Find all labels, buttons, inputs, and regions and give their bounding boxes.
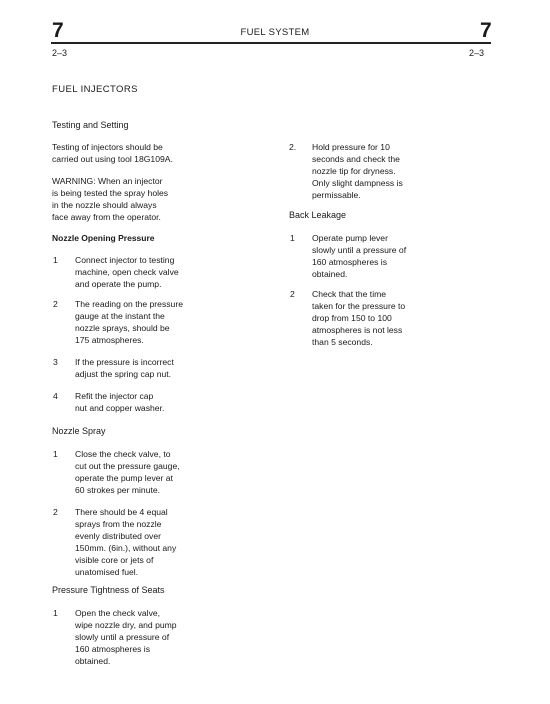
text-line: WARNING: When an injector — [52, 176, 163, 186]
text-line: There should be 4 equal — [75, 507, 168, 517]
text-line: evenly distributed over — [75, 531, 161, 541]
list-item-number: 2 — [53, 507, 58, 517]
list-item-number: 3 — [53, 357, 58, 367]
header-rule — [51, 42, 491, 44]
text-line: nozzle sprays, should be — [75, 323, 170, 333]
list-item — [75, 506, 176, 578]
list-item-number: 2 — [290, 289, 295, 299]
list-item — [75, 607, 177, 667]
text-line: 160 atmospheres is — [75, 644, 150, 654]
text-line: obtained. — [312, 269, 348, 279]
text-line: slowly until a pressure of — [312, 245, 407, 255]
text-line: 175 atmospheres. — [75, 335, 144, 345]
text-line: nozzle tip for dryness. — [312, 166, 396, 176]
list-item-number: 4 — [53, 391, 58, 401]
section-heading-back-leakage: Back Leakage — [289, 210, 347, 220]
text-line: atmospheres is not less — [312, 325, 403, 335]
text-line: than 5 seconds. — [312, 337, 373, 347]
list-item — [75, 356, 174, 380]
list-item — [75, 254, 179, 290]
list-item-number: 1 — [290, 233, 295, 243]
text-line: seconds and check the — [312, 154, 400, 164]
text-line: 60 strokes per minute. — [75, 485, 161, 495]
text-line: Hold pressure for 10 — [312, 142, 390, 152]
section-number-left: 2–3 — [52, 48, 68, 58]
chapter-number-right: 7 — [480, 19, 492, 42]
text-line: nut and copper washer. — [75, 403, 165, 413]
text-line: is being tested the spray holes — [52, 188, 169, 198]
text-line: 150mm. (6in.), without any — [75, 543, 177, 553]
text-line: If the pressure is incorrect — [75, 357, 174, 367]
text-line: Check that the time — [312, 289, 387, 299]
list-item-number: 1 — [53, 608, 58, 618]
text-line: adjust the spring cap nut. — [75, 369, 172, 379]
section-heading-pressure-tightness: Pressure Tightness of Seats — [52, 585, 165, 595]
text-line: Refit the injector cap — [75, 391, 154, 401]
text-line: obtained. — [75, 656, 111, 666]
list-item-number: 1 — [53, 255, 58, 265]
text-line: Connect injector to testing — [75, 255, 175, 265]
text-line: and operate the pump. — [75, 279, 162, 289]
list-item — [75, 390, 164, 414]
list-item — [312, 232, 406, 280]
text-line: Close the check valve, to — [75, 449, 171, 459]
list-item — [312, 288, 405, 348]
text-line: wipe nozzle dry, and pump — [75, 620, 177, 630]
text-line: cut out the pressure gauge, — [75, 461, 180, 471]
text-line: sprays from the nozzle — [75, 519, 162, 529]
page-title: FUEL INJECTORS — [52, 84, 138, 95]
list-item-number: 2. — [289, 142, 297, 152]
text-line: unatomised fuel. — [75, 567, 139, 577]
text-line: face away from the operator. — [52, 212, 161, 222]
list-item — [75, 448, 180, 496]
text-line: in the nozzle should always — [52, 200, 157, 210]
text-line: 160 atmospheres is — [312, 257, 387, 267]
intro-paragraph — [52, 141, 173, 165]
section-heading-nozzle-opening: Nozzle Opening Pressure — [52, 233, 155, 243]
list-item — [75, 298, 183, 346]
running-title: FUEL SYSTEM — [240, 27, 310, 38]
text-line: Operate pump lever — [312, 233, 388, 243]
section-heading-testing: Testing and Setting — [52, 120, 129, 130]
section-number-right: 2–3 — [469, 48, 485, 58]
text-line: slowly until a pressure of — [75, 632, 170, 642]
list-item — [312, 141, 403, 201]
text-line: carried out using tool 18G109A. — [52, 154, 173, 164]
text-line: machine, open check valve — [75, 267, 179, 277]
text-line: drop from 150 to 100 — [312, 313, 392, 323]
list-item-number: 1 — [53, 449, 58, 459]
text-line: gauge at the instant the — [75, 311, 165, 321]
list-item-number: 2 — [53, 299, 58, 309]
text-line: Only slight dampness is — [312, 178, 403, 188]
text-line: visible core or jets of — [75, 555, 154, 565]
text-line: Testing of injectors should be — [52, 142, 163, 152]
text-line: The reading on the pressure — [75, 299, 183, 309]
chapter-number-left: 7 — [52, 19, 64, 42]
text-line: permissable. — [312, 190, 361, 200]
text-line: Open the check valve, — [75, 608, 161, 618]
text-line: operate the pump lever at — [75, 473, 173, 483]
warning-paragraph — [52, 175, 168, 223]
section-heading-nozzle-spray: Nozzle Spray — [52, 426, 106, 436]
text-line: taken for the pressure to — [312, 301, 406, 311]
